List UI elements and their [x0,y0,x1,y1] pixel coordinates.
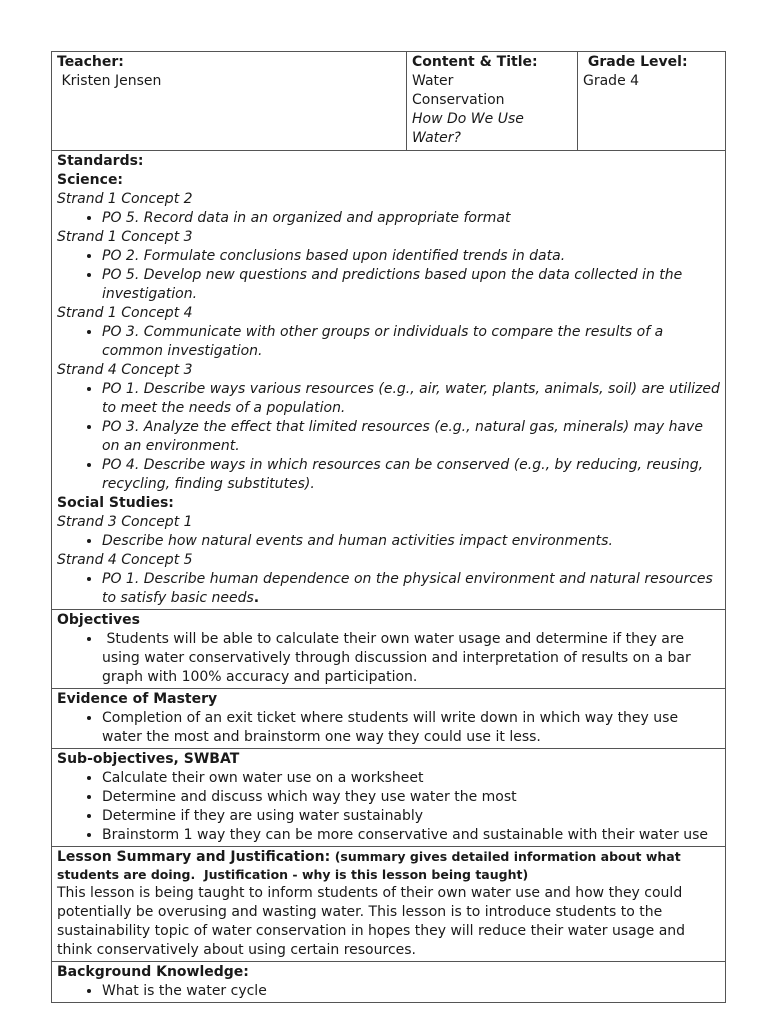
social-studies-heading: Social Studies: [57,495,174,511]
list-item: • PO 2. Formulate conclusions based upon identified trends in data. [102,247,720,266]
grade-label: Grade Level: [583,54,688,70]
standard-items [57,247,720,304]
strand-concept-label: Strand 4 Concept 3 [57,362,193,378]
objectives-heading: Objectives [57,612,140,628]
teacher-label: Teacher: [57,54,124,70]
header-row [52,52,725,151]
teacher-cell [52,52,407,150]
content-cell [407,52,578,150]
strand-concept-label: Strand 1 Concept 3 [57,229,193,245]
background-list [57,982,720,1001]
standards-heading: Standards: [57,153,144,169]
content-topic-line2: Conservation [412,92,505,108]
subobjectives-section [52,749,725,847]
list-item: • Brainstorm 1 way they can be more conservative and sustainable with their water use [102,826,720,845]
evidence-section [52,689,725,749]
standard-items [57,532,720,551]
list-item: • Determine if they are using water sustainably [102,807,720,826]
objectives-section [52,610,725,689]
social-studies-standards [57,513,720,608]
evidence-heading: Evidence of Mastery [57,691,218,707]
evidence-list [57,709,720,747]
standard-items [57,209,720,228]
science-standards [57,190,725,494]
list-item: • Describe how natural events and human activities impact environments. [102,532,720,551]
grade-value: Grade 4 [583,73,640,89]
list-item: • Completion of an exit ticket where students will write down in which way they use water the most and brainstorm one way they could use it less. [102,709,720,747]
strand-concept-label: Strand 4 Concept 5 [57,552,193,568]
content-topic-line1: Water [412,73,454,89]
background-heading: Background Knowledge: [57,964,249,980]
grade-cell [578,52,725,150]
content-title: How Do We Use Water? [412,111,524,146]
subobjectives-list [57,769,720,845]
list-item: • PO 3. Analyze the effect that limited resources (e.g., natural gas, minerals) may have on an environment. [102,418,720,456]
summary-section [52,847,725,962]
content-label: Content & Title: [412,54,538,70]
strand-concept-label: Strand 1 Concept 4 [57,305,193,321]
list-item: • What is the water cycle [102,982,720,1001]
strand-concept-label: Strand 3 Concept 1 [57,514,193,530]
subobjectives-heading: Sub-objectives, SWBAT [57,751,240,767]
lesson-plan-table [51,51,726,1003]
standards-section [52,151,725,610]
standard-items [57,323,720,361]
list-item: • Students will be able to calculate their own water usage and determine if they are using water conservatively through discussion and interpretation of results on a bar graph with 100% accuracy and participation. [102,630,720,687]
list-item: • Determine and discuss which way they use water the most [102,788,720,807]
teacher-name: Kristen Jensen [57,73,162,89]
list-item: • PO 1. Describe human dependence on the physical environment and natural resources to satisfy basic needs. [102,570,720,608]
objectives-list [57,630,720,687]
list-item: • Calculate their own water use on a worksheet [102,769,720,788]
summary-heading: Lesson Summary and Justification: [57,849,331,865]
standard-items [57,380,725,494]
trailing-period: . [253,590,260,606]
list-item: • PO 5. Develop new questions and predictions based upon the data collected in the investigation. [102,266,720,304]
summary-note: (summary gives detailed information about what students are doing. Justification - why is this lesson being taught) [57,849,686,882]
list-item: • PO 3. Communicate with other groups or individuals to compare the results of a common investigation. [102,323,720,361]
list-item: • PO 4. Describe ways in which resources can be conserved (e.g., by reducing, reusing, recycling, finding substitutes). [102,456,720,494]
list-item: • PO 1. Describe ways various resources (e.g., air, water, plants, animals, soil) are utilized to meet the needs of a population. [102,380,720,418]
summary-body: This lesson is being taught to inform students of their own water use and how they could potentially be overusing and wasting water. This lesson is to introduce students to the sustainability topic of water conservation in hopes they will reduce their water usage and think conservatively about using certain resources. [57,885,686,958]
background-section [52,962,725,1003]
standard-items [57,570,720,608]
summary-heading-line [57,848,720,884]
science-heading: Science: [57,172,124,188]
strand-concept-label: Strand 1 Concept 2 [57,191,193,207]
list-item: • PO 5. Record data in an organized and appropriate format [102,209,720,228]
